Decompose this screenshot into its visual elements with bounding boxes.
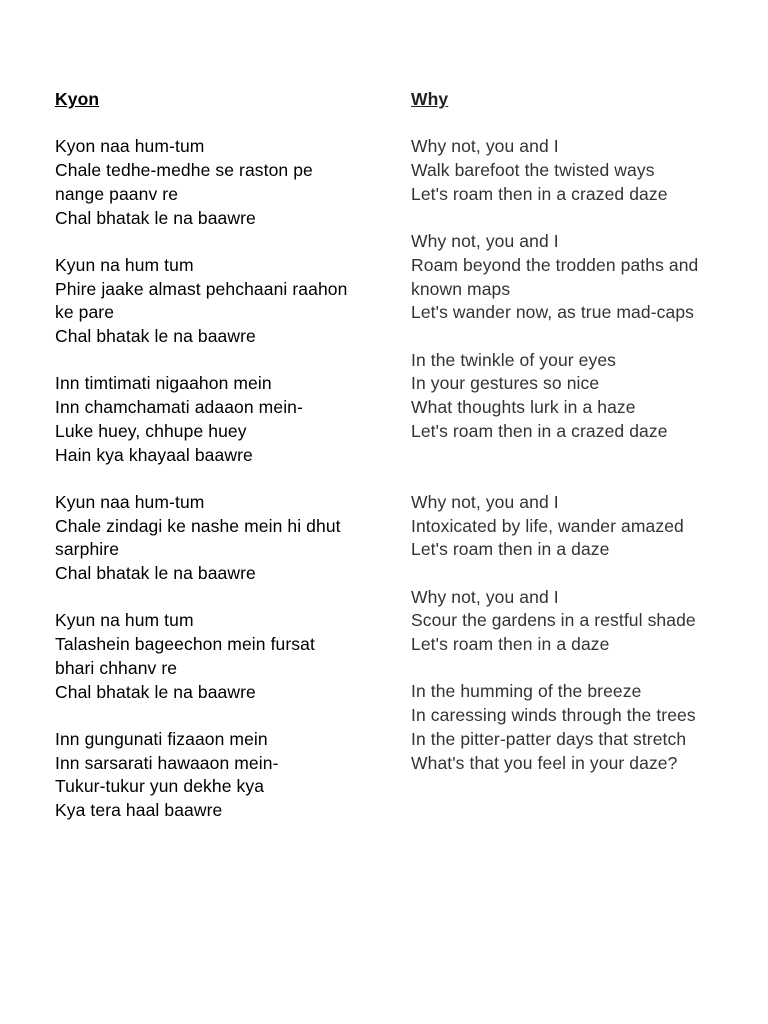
lyric-line: Phire jaake almast pehchaani raahon (55, 278, 348, 299)
lyric-line: In the humming of the breeze (411, 681, 642, 702)
lyric-line: Why not, you and I (411, 491, 559, 512)
lyric-line: Inn gungunati fizaaon mein (55, 728, 268, 749)
lyric-line: Chal bhatak le na baawre (55, 326, 256, 346)
lyric-line: Let's roam then in a daze (411, 634, 610, 655)
lyric-line: In caressing winds through the trees (411, 705, 696, 726)
lyric-line: Luke huey, chhupe huey (55, 420, 247, 441)
lyric-line: Walk barefoot the twisted ways (411, 160, 655, 181)
lyric-line: Kya tera haal baawre (55, 800, 223, 820)
lyric-line: Chal bhatak le na baawre (55, 563, 256, 583)
lyric-line: Tukur-tukur yun dekhe kya (55, 776, 265, 797)
lyric-line: Scour the gardens in a restful shade (411, 610, 696, 631)
lyric-line: sarphire (55, 539, 120, 560)
lyric-line: Chal bhatak le na baawre (55, 207, 256, 228)
lyric-line: Kyun na hum tum (55, 610, 194, 631)
stanza (411, 680, 756, 775)
lyric-line: known maps (411, 278, 511, 299)
lyric-line: Hain kya khayaal baawre (55, 444, 253, 465)
lyric-line: bhari chhanv re (55, 657, 178, 678)
spacer (411, 467, 756, 491)
stanza (411, 586, 756, 657)
lyric-line: In the twinkle of your eyes (411, 349, 617, 370)
lyric-line: In the pitter-patter days that stretch (411, 728, 687, 749)
lyric-line: ke pare (55, 302, 115, 323)
lyrics-column-translation (411, 88, 756, 799)
stanza (55, 491, 385, 586)
stanza (55, 609, 385, 704)
lyric-line: Let's roam then in a daze (411, 539, 610, 560)
lyric-line: Inn sarsarati hawaaon mein- (55, 752, 279, 773)
lyric-line: In your gestures so nice (411, 373, 600, 394)
lyric-line: Kyon naa hum-tum (55, 136, 205, 157)
stanza (411, 349, 756, 444)
lyric-line: Chale zindagi ke nashe mein hi dhut (55, 515, 341, 536)
lyric-line: Chale tedhe-medhe se raston pe (55, 160, 313, 181)
lyric-line: Let's wander now, as true mad-caps (411, 302, 694, 323)
lyric-line: Talashein bageechon mein fursat (55, 634, 315, 655)
lyric-line: Chal bhatak le na baawre (55, 681, 256, 702)
stanza (411, 491, 756, 562)
lyric-line: nange paanv re (55, 183, 179, 204)
lyrics-column-original (55, 88, 385, 846)
lyric-line: Intoxicated by life, wander amazed (411, 515, 684, 536)
poem-title-translation: Why (411, 89, 449, 109)
lyric-line: Inn timtimati nigaahon mein (55, 373, 272, 394)
lyric-line: Roam beyond the trodden paths and (411, 254, 699, 275)
lyric-line: Why not, you and I (411, 586, 559, 607)
lyric-line: What thoughts lurk in a haze (411, 397, 636, 418)
lyric-line: Why not, you and I (411, 231, 559, 252)
stanza (55, 254, 385, 349)
lyric-line: Let's roam then in a crazed daze (411, 183, 668, 204)
stanza (411, 135, 756, 206)
stanza (55, 135, 385, 230)
lyric-line: Inn chamchamati adaaon mein- (55, 397, 303, 418)
lyric-line: Kyun naa hum-tum (55, 491, 205, 512)
lyric-line: Kyun na hum tum (55, 254, 194, 275)
stanza (411, 230, 756, 325)
poem-title-original: Kyon (55, 89, 100, 109)
stanza (55, 728, 385, 823)
lyric-line: Why not, you and I (411, 136, 559, 157)
lyric-line: Let's roam then in a crazed daze (411, 420, 668, 441)
stanza (55, 372, 385, 467)
lyric-line: What's that you feel in your daze? (411, 752, 678, 773)
